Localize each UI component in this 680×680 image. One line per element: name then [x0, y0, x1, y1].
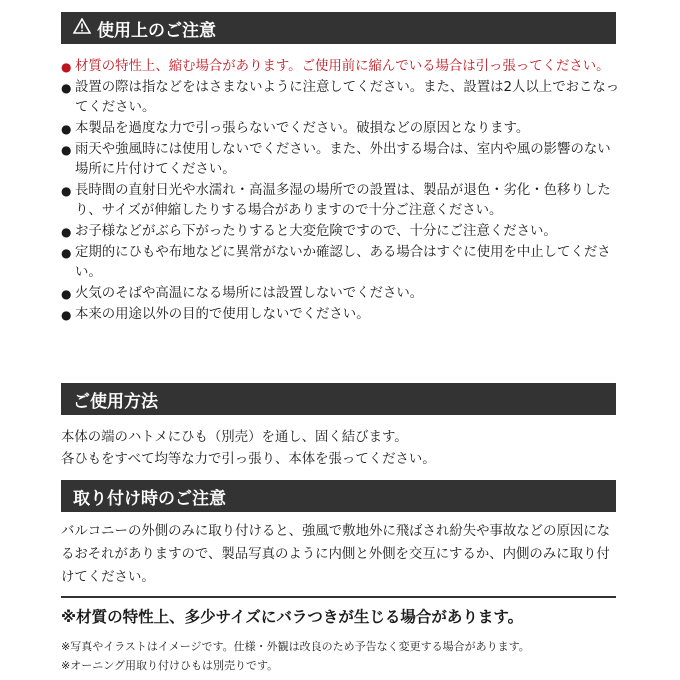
- caution-header: [61, 12, 616, 44]
- bullet-icon: ●: [61, 122, 72, 136]
- caution-item: ● 定期的にひもや布地などに異常がないか確認し、ある場合はすぐに使用を中止してください。: [61, 243, 621, 283]
- usage-header: [61, 383, 616, 415]
- caution-item: ● 設置の際は指などをはさまないように注意してください。また、設置は2人以上でおこなってください。: [61, 78, 621, 118]
- bullet-icon: ●: [61, 246, 72, 260]
- rope-sold-separately-note: ※オーニング用取り付けひもは別売りです。: [61, 659, 279, 672]
- bullet-icon: ●: [61, 81, 72, 95]
- size-variation-note: ※材質の特性上、多少サイズにバラつきが生じる場合があります。: [61, 608, 524, 626]
- caution-title: 使用上のご注意: [97, 20, 216, 41]
- caution-list: [61, 57, 621, 326]
- warning-triangle-icon: [73, 18, 91, 39]
- caution-item: ● 雨天や強風時には使用しないでください。また、外出する場合は、室内や風の影響のない場所に片付けてください。: [61, 140, 621, 180]
- install-text: バルコニーの外側のみに取り付けると、強風で敷地外に飛ばされ紛失や事故などの原因になるおそれがありますので、製品写真のように内側と外側を交互にするか、内側のみに取り付けてください。: [61, 524, 611, 585]
- section-divider: [61, 596, 616, 598]
- bullet-icon: ●: [61, 60, 72, 74]
- bullet-icon: ●: [61, 225, 72, 239]
- caution-item: ● 材質の特性上、縮む場合があります。ご使用前に縮んでいる場合は引っ張ってください。: [61, 57, 621, 77]
- install-header: [61, 480, 616, 512]
- caution-item: ● 本来の用途以外の目的で使用しないでください。: [61, 305, 621, 325]
- bullet-icon: ●: [61, 143, 72, 157]
- usage-line-1: 本体の端のハトメにひも（別売）を通し、固く結びます。: [61, 430, 408, 445]
- image-disclaimer-note: ※写真やイラストはイメージです。仕様・外観は改良のため予告なく変更する場合があります。: [61, 640, 530, 653]
- install-title: 取り付け時のご注意: [73, 488, 226, 509]
- bullet-icon: ●: [61, 184, 72, 198]
- caution-item: ● お子様などがぶら下がったりすると大変危険ですので、十分にご注意ください。: [61, 222, 621, 242]
- caution-item: ● 長時間の直射日光や水濡れ・高温多湿の場所での設置は、製品が退色・劣化・色移りしたり、サイズが伸縮したりする場合がありますので十分ご注意ください。: [61, 181, 621, 221]
- caution-item: ● 本製品を過度な力で引っ張らないでください。破損などの原因となります。: [61, 119, 621, 139]
- usage-line-2: 各ひもをすべて均等な力で引っ張り、本体を張ってください。: [61, 452, 436, 467]
- caution-item: ● 火気のそばや高温になる場所には設置しないでください。: [61, 284, 621, 304]
- bullet-icon: ●: [61, 308, 72, 322]
- usage-title: ご使用方法: [73, 391, 158, 412]
- bullet-icon: ●: [61, 287, 72, 301]
